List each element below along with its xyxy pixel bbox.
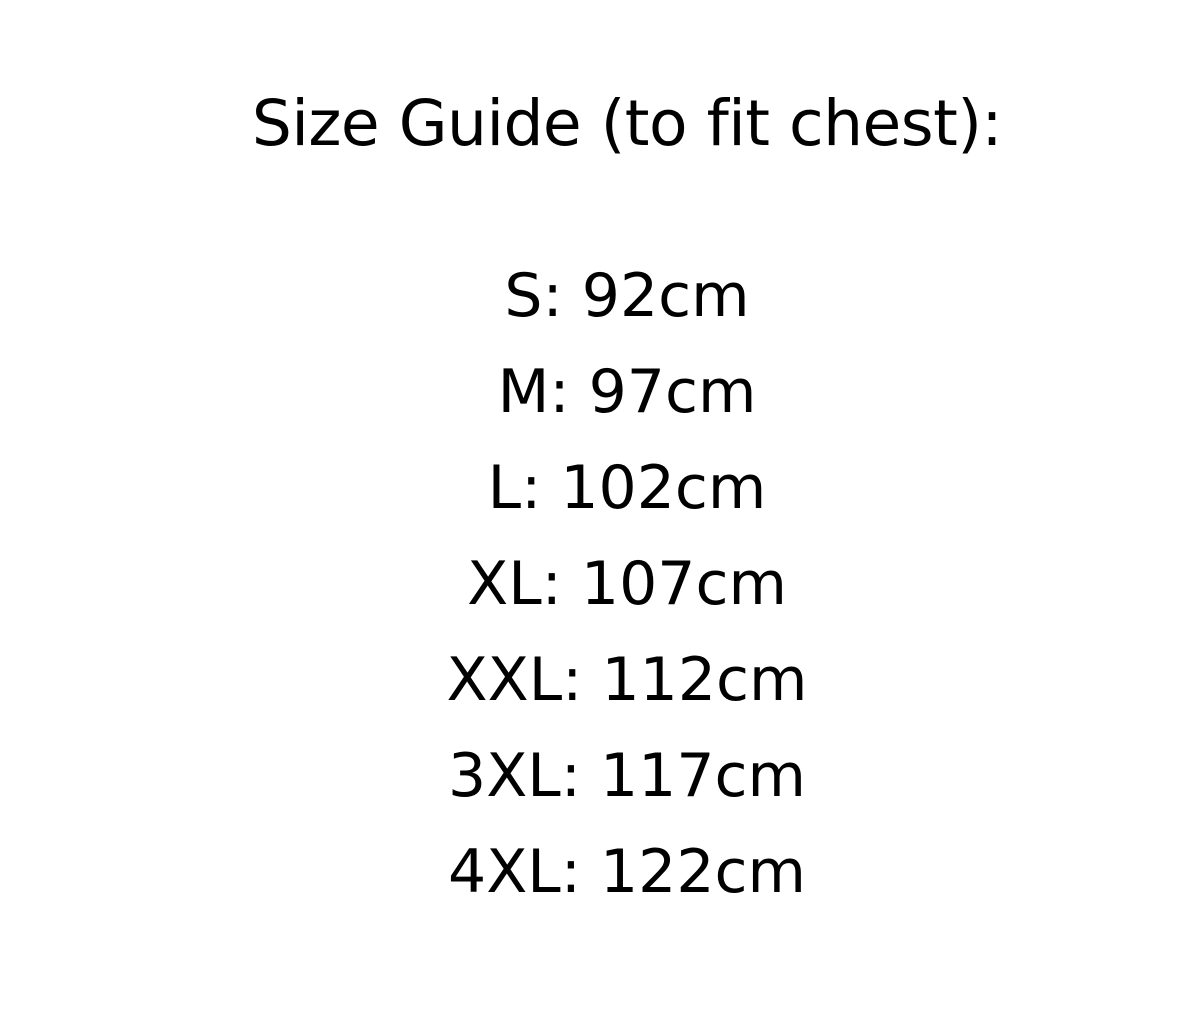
size-row-s: S: 92cm xyxy=(504,261,750,332)
size-row-m: M: 97cm xyxy=(497,357,757,428)
size-guide-list xyxy=(52,248,1202,920)
size-row-l: L: 102cm xyxy=(487,453,767,524)
size-guide-title: Size Guide (to fit chest): xyxy=(251,87,1003,160)
size-row-xxl: XXL: 112cm xyxy=(446,645,808,716)
size-row-xl: XL: 107cm xyxy=(467,549,787,620)
size-row-4xl: 4XL: 122cm xyxy=(448,837,806,908)
size-row-3xl: 3XL: 117cm xyxy=(448,741,806,812)
